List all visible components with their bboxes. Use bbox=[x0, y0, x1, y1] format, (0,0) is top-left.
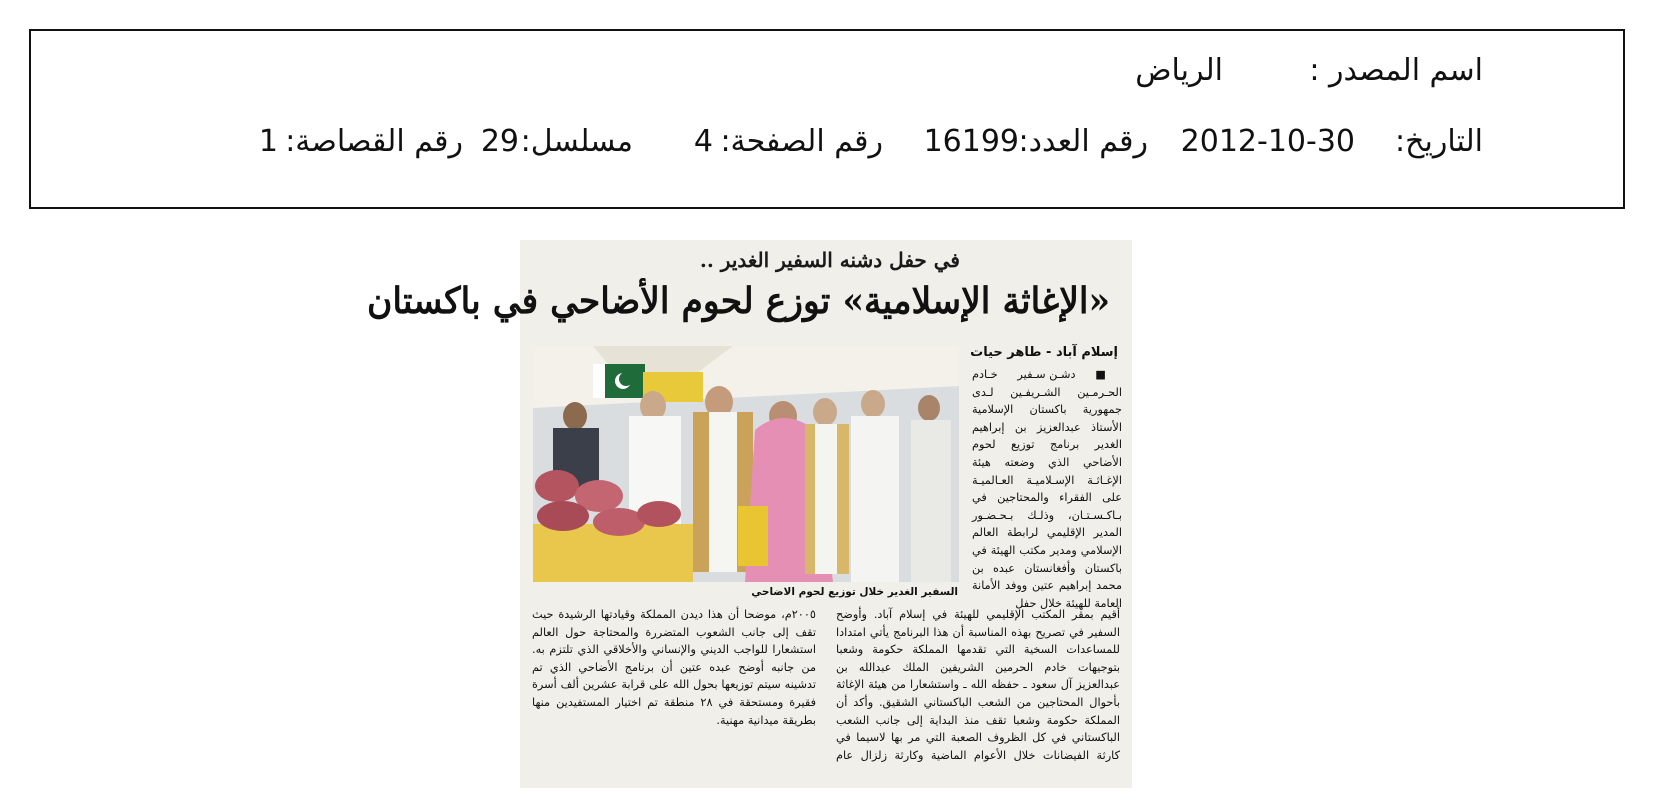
article-photo bbox=[533, 346, 959, 582]
clip-label: رقم القصاصة: bbox=[285, 124, 463, 159]
date-value: 2012-10-30 bbox=[1180, 124, 1355, 159]
article-byline: إسلام آباد - طاهر حيات bbox=[970, 345, 1118, 360]
issue-value: 16199 bbox=[923, 124, 1019, 159]
page-label: رقم الصفحة: bbox=[720, 124, 883, 159]
serial-value: 29 bbox=[480, 124, 519, 159]
article-lead-column bbox=[972, 366, 1122, 612]
clip-value: 1 bbox=[258, 124, 278, 159]
lead-marker-icon: ■ bbox=[1095, 368, 1122, 381]
newspaper-clipping bbox=[366, 240, 1132, 788]
serial-label: مسلسل: bbox=[520, 124, 633, 159]
article-headline: «الإغاثة الإسلامية» توزع لحوم الأضاحي في باكستان bbox=[366, 280, 1110, 322]
article-body: أقيم بمقر المكتب الإقليمي للهيئة في إسلام آباد. وأوضح السفير في تصريح بهذه المناسبة أن هذا البرنامج يأتي امتدادا للمساعدات السخية التي تقدمها المملكة حكومة وشعبا بتوجيهات خادم الحرمين الشريفين الملك عبدالله بن عبدالعزيز آل سعود ـ حفظه الله ـ واستشعارا من هيئة الإغاثة بأحوال المحتاجين من الشعب الباكستاني الشقيق. وأكد أن المملكة حكومة وشعبا تقف منذ البداية إلى جانب الشعب الباكستاني في كل الظروف الصعبة التي مر بها لاسيما في كارثة الفيضانات خلال الأعوام الماضية وكارثة زلزال عام ٢٠٠٥م، موضحا أن هذا ديدن المملكة وقيادتها الرشيدة حيث تقف إلى جانب الشعوب المتضررة والمحتاجة حول العالم استشعارا للواجب الديني والإنساني والأخلاقي الذي تلتزم به. من جانبه أوضح عبده عتين أن برنامج الأضاحي الذي تم تدشينه سيتم توزيعها بحول الله على قرابة عشرين ألف أسرة فقيرة ومستحقة في ٢٨ منطقة تم اختيار المستفيدين منها بطريقة ميدانية مهنية. bbox=[532, 608, 1120, 762]
issue-label: رقم العدد: bbox=[1018, 124, 1148, 159]
photo-caption: السفير الغدير خلال توزيع لحوم الاضاحي bbox=[751, 586, 958, 598]
article-kicker: في حفل دشنه السفير الغدير .. bbox=[699, 248, 960, 272]
clipping-metadata-box bbox=[29, 29, 1625, 209]
source-label: اسم المصدر : bbox=[1309, 53, 1483, 88]
page-value: 4 bbox=[693, 124, 713, 159]
date-label: التاريخ: bbox=[1395, 124, 1483, 159]
source-value: الرياض bbox=[1135, 53, 1223, 88]
article-lead-text: دشـن سـفير خـادم الحـرمـين الشـريفـين لـدى جمهورية باكستان الإسلامية الأستاذ عبدالعزيز بن إبراهيم الغدير برنامج توزيع لحوم الأضاحي الذي وضعته هيئة الإغـاثـة الإسـلاميـة العـالميـة على الفقراء والمحتاجين في بـاكـسـتـان، وذلـك بـحـضـور المدير الإقليمي لرابطة العالم الإسلامي ومدير مكتب الهيئة في باكستان وأفغانستان عبده بن محمد إبراهيم عتين ووفد الأمانة العامة للهيئة خلال حفل bbox=[972, 368, 1122, 610]
